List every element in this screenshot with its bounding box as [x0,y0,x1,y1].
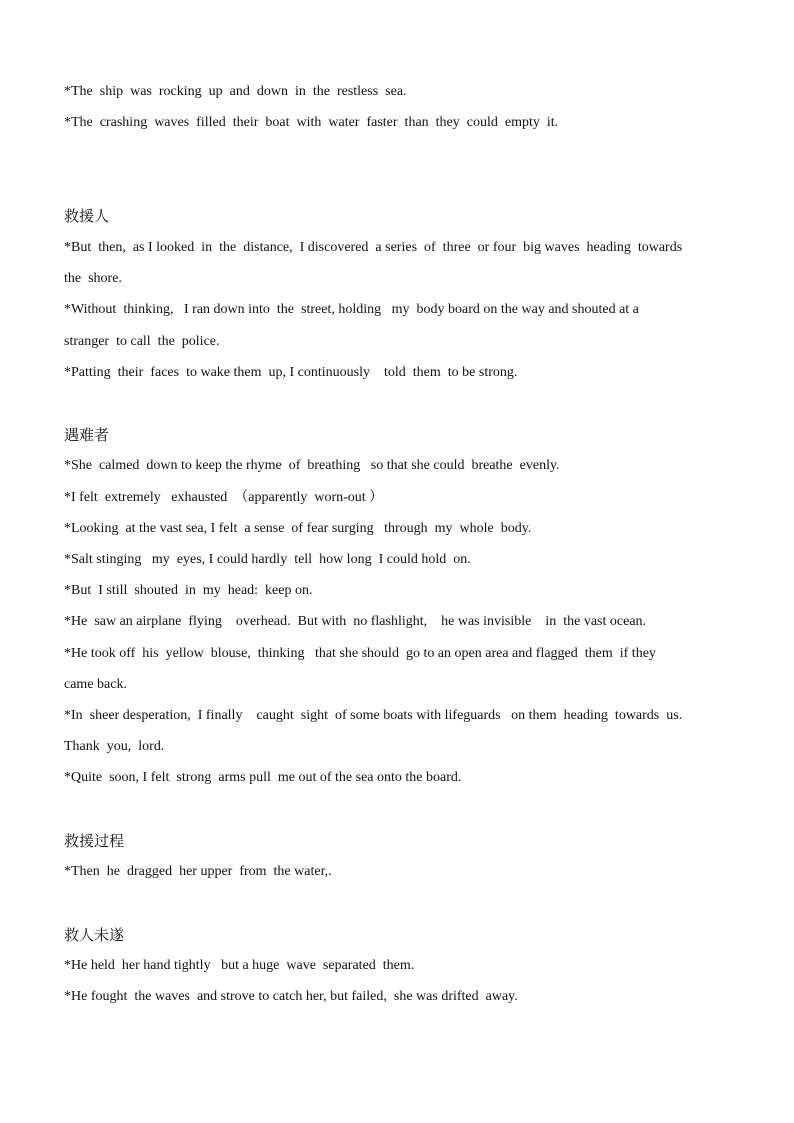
section-line: *Looking at the vast sea, I felt a sense of fear surging through my whole body. [64,521,532,536]
section-line: *Quite soon, I felt strong arms pull me out of the sea onto the board. [64,770,462,785]
section-line: *He fought the waves and strove to catch her, but failed, she was drifted away. [64,989,518,1004]
section-line: *Patting their faces to wake them up, I continuously told them to be strong. [64,365,518,380]
section-line: *I felt extremely exhausted （apparently worn-out ） [64,490,384,505]
section-line: *Without thinking, I ran down into the street, holding my body board on the way and shouted at a [64,302,639,317]
section-line: *He saw an airplane flying overhead. But with no flashlight, he was invisible in the vast ocean. [64,614,647,629]
section-heading-failed-rescue: 救人未遂 [64,926,125,944]
section-line: *In sheer desperation, I finally caught sight of some boats with lifeguards on them heading towards us. [64,708,683,723]
intro-line: *The crashing waves filled their boat with water faster than they could empty it. [64,115,559,130]
section-heading-rescue-process: 救援过程 [64,832,125,850]
section-line: *He held her hand tightly but a huge wave separated them. [64,958,415,973]
section-line: *But I still shouted in my head: keep on. [64,583,313,598]
section-line: Thank you, lord. [64,739,165,754]
intro-line: *The ship was rocking up and down in the restless sea. [64,84,407,99]
section-line: stranger to call the police. [64,334,220,349]
section-line: *But then, as I looked in the distance, I discovered a series of three or four big waves heading towards [64,240,683,255]
section-line: *She calmed down to keep the rhyme of breathing so that she could breathe evenly. [64,458,560,473]
section-heading-rescuer: 救援人 [64,207,110,225]
section-line: *He took off his yellow blouse, thinking that she should go to an open area and flagged them if they [64,646,656,661]
section-line: the shore. [64,271,122,286]
section-line: *Salt stinging my eyes, I could hardly tell how long I could hold on. [64,552,471,567]
section-heading-victim: 遇难者 [64,426,110,444]
section-line: *Then he dragged her upper from the water,. [64,864,332,879]
section-line: came back. [64,677,127,692]
